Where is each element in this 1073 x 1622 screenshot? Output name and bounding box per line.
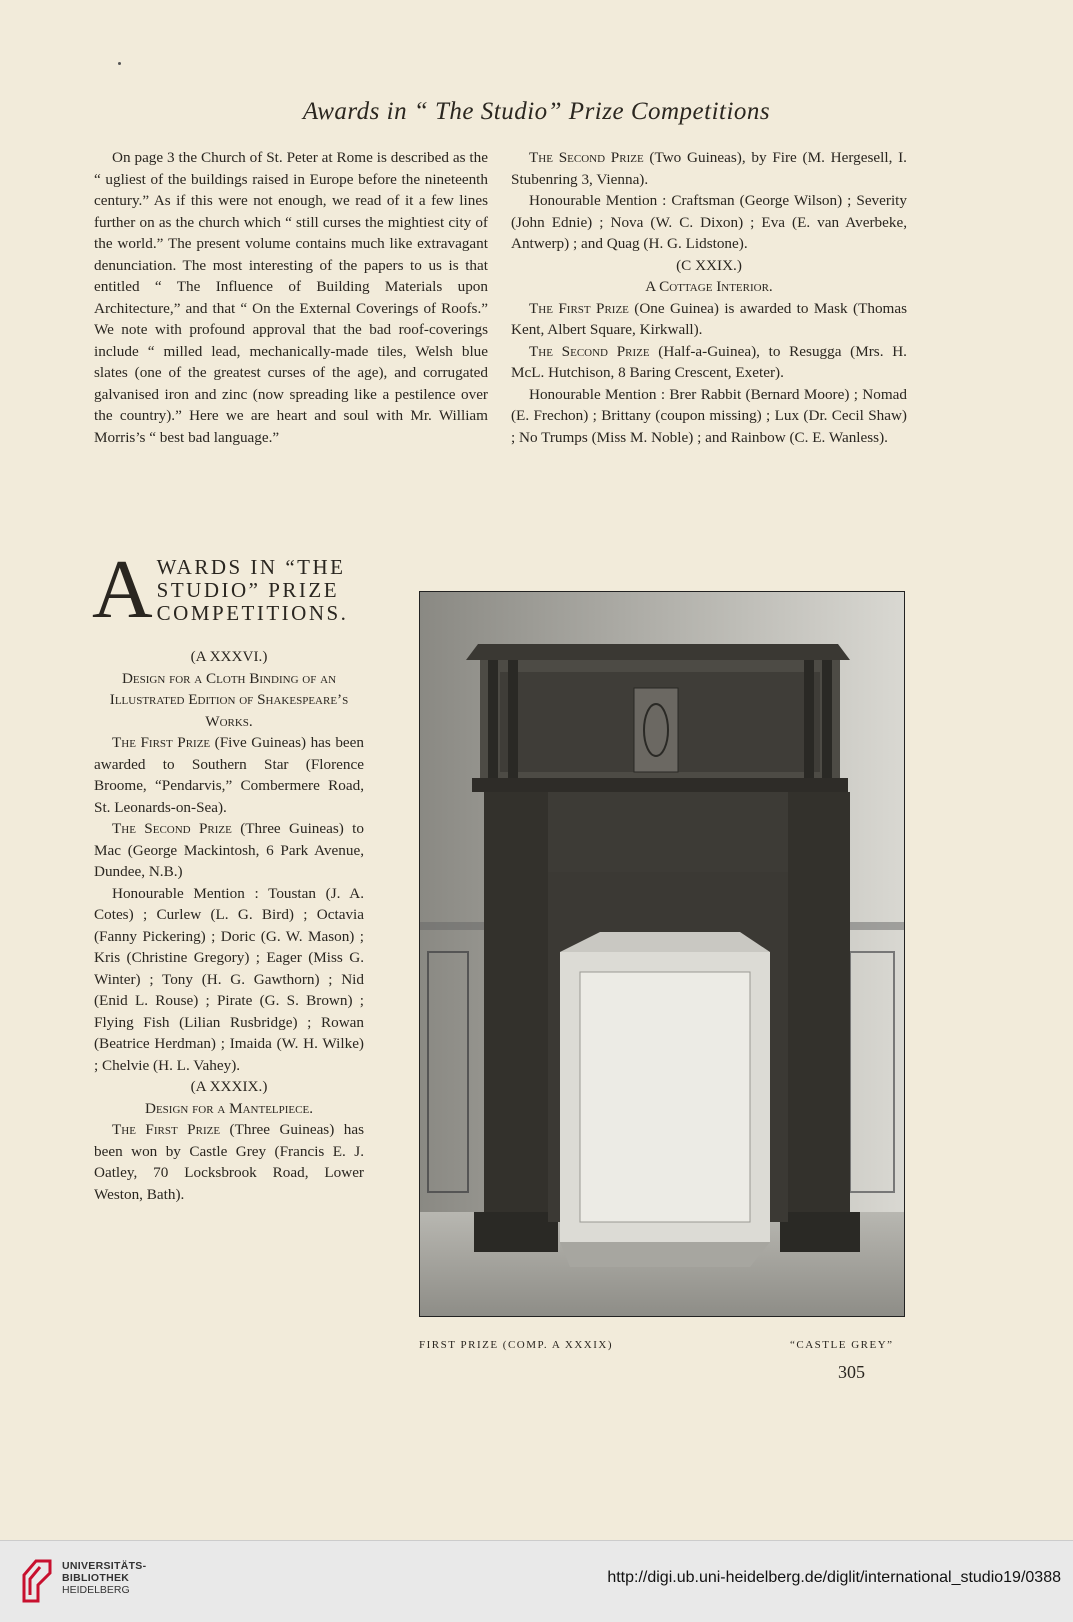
section-id-c29: (C XXIX.): [676, 256, 742, 274]
section-title-a39: Design for a Mantelpiece.: [145, 1099, 313, 1117]
running-head: Awards in “ The Studio” Prize Competitions: [302, 98, 771, 125]
page-number: 305: [838, 1362, 865, 1382]
frieze: [548, 792, 788, 872]
first-prize-c29-para: The First Prize (One Guinea) is awarded to Mask (Thomas Kent, Albert Square, Kirkwall).: [511, 299, 908, 338]
honourable-mention-c29-para: Honourable Mention : Brer Rabbit (Bernard Moore) ; Nomad (E. Frechon) ; Brittany (coupon missing) ; Lux (Dr. Cecil Shaw) ; No Trumps (Miss M. Noble) ; and Rainbow (C. E. Wanless).: [511, 385, 907, 446]
second-prize-a-para: The Second Prize (Two Guineas), by Fire (M. Hergesell, I. Stubenring 3, Vienna).: [511, 149, 907, 188]
honourable-mention-a36-para: Honourable Mention : Toustan (J. A. Cotes) ; Curlew (L. G. Bird) ; Octavia (Fanny Pickering) ; Doric (G. W. Mason) ; Kris (Christine Gregory) ; Eager (Miss G. Winter) ; Tony (H. G. Gawthorn) ; Nid (Enid L. Rouse) ; Pirate (G. S. Brown) ; Flying Fish (Lilian Rusbridge) ; Rowan (Beatrice Herdman) ; Imaida (W. H. Wilke) ; Chelvie (H. L. Vahey).: [94, 884, 364, 1074]
section-title-c29: A Cottage Interior.: [645, 278, 773, 295]
hearth: [560, 1242, 770, 1267]
mantelpiece-illustration: [419, 591, 905, 1317]
ink-dot: [118, 62, 121, 65]
source-url-link[interactable]: http://digi.ub.uni-heidelberg.de/diglit/international_studio19/0388: [607, 1569, 1061, 1586]
first-prize-a39-para: The First Prize (Three Guineas) has been won by Castle Grey (Francis E. J. Oatley, 70 Locksbrook Road, Lower Weston, Bath).: [94, 1121, 364, 1203]
column-right-2: [822, 660, 832, 778]
column-right-1: [804, 660, 814, 778]
left-column-lower: [94, 646, 364, 1205]
caption-right: “CASTLE GREY”: [790, 1339, 894, 1351]
university-logo-icon[interactable]: [20, 1555, 54, 1605]
column-left-2: [508, 660, 518, 778]
carved-panel: [634, 688, 678, 772]
second-prize-c29-para: The Second Prize (Half-a-Guinea), to Resugga (Mrs. H. McL. Hutchison, 8 Baring Crescent, Exeter).: [511, 342, 907, 381]
right-column-top: [511, 147, 907, 448]
honourable-mention-a-para: Honourable Mention : Craftsman (George Wilson) ; Severity (John Ednie) ; Nova (W. C. Dixon) ; Eva (E. van Averbeke, Antwerp) ; and Quag (H. G. Lidstone).: [511, 192, 907, 252]
second-prize-a36-para: The Second Prize (Three Guineas) to Mac (George Mackintosh, 6 Park Avenue, Dundee, N.B.): [94, 820, 364, 880]
pilaster-right: [788, 792, 850, 1222]
intro-paragraph: On page 3 the Church of St. Peter at Rome is described as the “ ugliest of the buildings raised in Europe before the nineteenth century.” As if this were not enough, we read of it a few lines further on as the church which “ still curses the mightiest city of the world.” The present volume contains much like extravagant denunciation. The most interesting of the papers to us is that entitled “ The Influence of Building Materials upon Architecture,” and that “ On the External Coverings of Roofs.” We note with profound approval that the bad roof-coverings include “ milled lead, mechanically-made tiles, Welsh blue slates (one of the greatest curses of the age), and corrugated galvanised iron and zinc (now spreading like a pestilence over the country).” Here we are heart and soul with Mr. William Morris’s “ best bad language.”: [94, 149, 488, 446]
footer-bar: [0, 1540, 1073, 1622]
plinth-right: [780, 1212, 860, 1252]
caption-left: FIRST PRIZE (COMP. A XXXIX): [419, 1339, 614, 1351]
section-id-a36: (A XXXVI.): [190, 648, 268, 665]
awards-heading: [92, 543, 364, 636]
mantelpiece-drawing: [420, 592, 904, 1316]
heading-text: WARDS IN “THE STUDIO” PRIZE COMPETITIONS.: [156, 555, 349, 625]
column-left-1: [488, 660, 498, 778]
firebox: [580, 972, 750, 1222]
pilaster-left: [484, 792, 548, 1222]
left-column-top: [94, 147, 488, 448]
plinth-left: [474, 1212, 558, 1252]
section-title-a36: Design for a Cloth Binding of an Illustrated Edition of Shakespeare’s Works.: [109, 669, 349, 730]
drop-cap: A: [92, 543, 153, 636]
section-id-a39: (A XXXIX.): [190, 1078, 268, 1095]
mantel-shelf: [472, 778, 848, 792]
first-prize-a36-para: The First Prize (Five Guineas) has been awarded to Southern Star (Florence Broome, “Pendarvis,” Combermere Road, St. Leonards-on-Sea).: [94, 734, 364, 816]
university-logo-text[interactable]: UNIVERSITÄTS- BIBLIOTHEK HEIDELBERG: [62, 1560, 147, 1596]
cornice: [466, 644, 850, 660]
